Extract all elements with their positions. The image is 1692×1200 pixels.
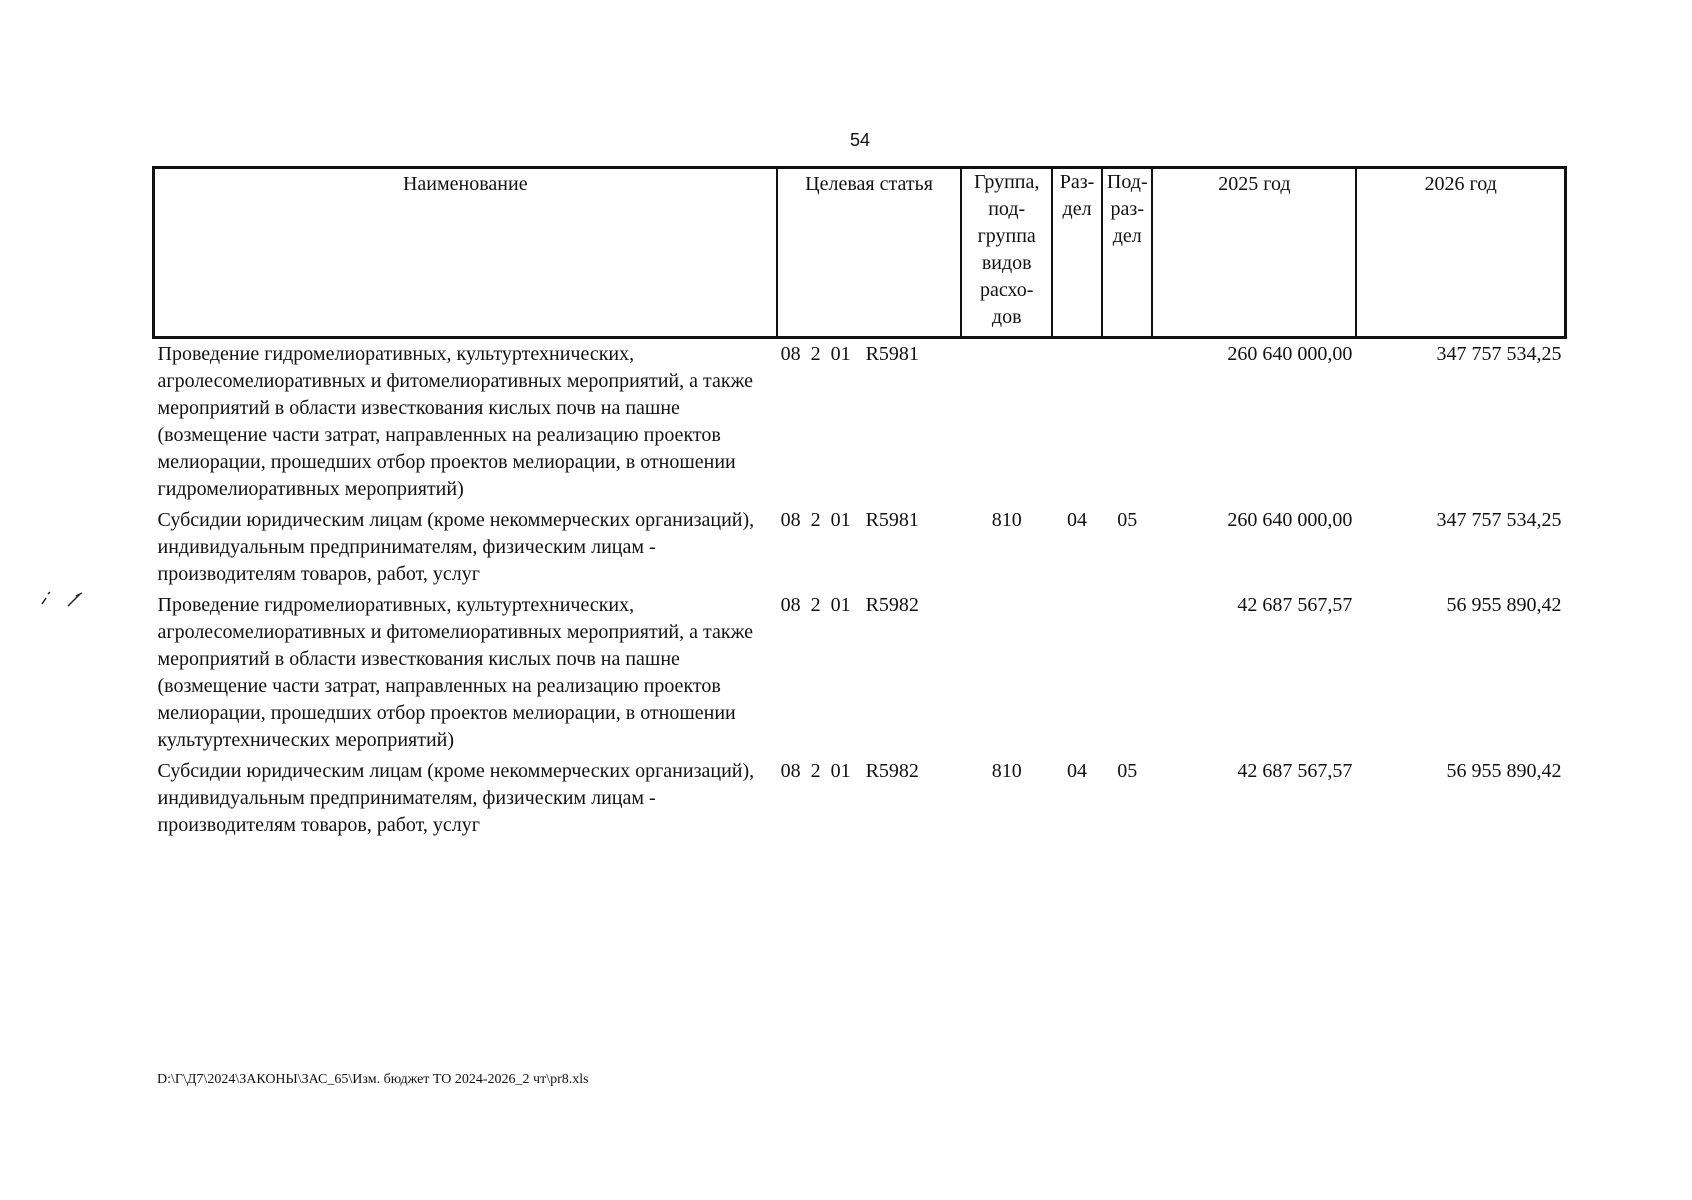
file-path: D:\Г\Д7\2024\ЗАКОНЫ\ЗАС_65\Изм. бюджет ТО 2024-2026_2 чт\pr8.xls bbox=[157, 1072, 589, 1087]
row-amount-2025: 42 687 567,57 bbox=[1237, 760, 1353, 782]
row-amount-2026: 56 955 890,42 bbox=[1446, 760, 1562, 782]
row-target-code: 08 2 01 R5982 bbox=[780, 594, 919, 616]
page-number: 54 bbox=[849, 130, 871, 150]
row-amount-2025: 260 640 000,00 bbox=[1227, 343, 1353, 365]
row-section bbox=[1052, 590, 1102, 756]
table-header bbox=[154, 168, 1566, 338]
row-group bbox=[961, 590, 1051, 756]
margin-pen-mark bbox=[36, 580, 96, 610]
row-name: Проведение гидромелиоративных, культуртехнических, агролесомелиоративных и фитомелиоративных мероприятий, а также мероприятий в области известкования кислых почв на пашне (возмещение части затрат, направленных на реализацию проектов мелиорации, прошедших отбор проектов мелиорации, в отношении культуртехнических мероприятий) bbox=[157, 594, 754, 751]
row-target-code: 08 2 01 R5982 bbox=[780, 760, 919, 782]
table-row bbox=[154, 756, 1566, 841]
row-group: 810 bbox=[991, 509, 1022, 531]
row-amount-2025: 260 640 000,00 bbox=[1227, 509, 1353, 531]
header-subsection: Под- раз- дел bbox=[1102, 168, 1152, 338]
budget-table bbox=[152, 166, 1567, 841]
row-section: 04 bbox=[1067, 760, 1088, 782]
row-subsection bbox=[1102, 338, 1152, 506]
row-name: Субсидии юридическим лицам (кроме некоммерческих организаций), индивидуальным предпринимателям, физическим лицам - производителям товаров, работ, услуг bbox=[157, 509, 755, 585]
row-section: 04 bbox=[1067, 509, 1088, 531]
row-name: Субсидии юридическим лицам (кроме некоммерческих организаций), индивидуальным предпринимателям, физическим лицам - производителям товаров, работ, услуг bbox=[157, 760, 755, 836]
table-row bbox=[154, 590, 1566, 756]
row-subsection: 05 bbox=[1117, 509, 1138, 531]
header-year-2025: 2025 год bbox=[1152, 168, 1356, 338]
row-group: 810 bbox=[991, 760, 1022, 782]
row-name: Проведение гидромелиоративных, культуртехнических, агролесомелиоративных и фитомелиоративных мероприятий, а также мероприятий в области известкования кислых почв на пашне (возмещение части затрат, направленных на реализацию проектов мелиорации, прошедших отбор проектов мелиорации, в отношении гидромелиоративных мероприятий) bbox=[157, 343, 754, 500]
header-target-article: Целевая статья bbox=[777, 168, 962, 338]
table-row bbox=[154, 338, 1566, 506]
header-name: Наименование bbox=[154, 168, 777, 338]
row-target-code: 08 2 01 R5981 bbox=[780, 343, 919, 365]
row-section bbox=[1052, 338, 1102, 506]
row-amount-2026: 56 955 890,42 bbox=[1446, 594, 1562, 616]
table-row bbox=[154, 505, 1566, 590]
row-amount-2025: 42 687 567,57 bbox=[1237, 594, 1353, 616]
row-subsection: 05 bbox=[1117, 760, 1138, 782]
row-group bbox=[961, 338, 1051, 506]
row-amount-2026: 347 757 534,25 bbox=[1436, 343, 1562, 365]
row-amount-2026: 347 757 534,25 bbox=[1436, 509, 1562, 531]
header-year-2026: 2026 год bbox=[1356, 168, 1565, 338]
header-expense-group: Группа, под- группа видов расхо- дов bbox=[961, 168, 1051, 338]
row-subsection bbox=[1102, 590, 1152, 756]
header-section: Раз- дел bbox=[1052, 168, 1102, 338]
row-target-code: 08 2 01 R5981 bbox=[780, 509, 919, 531]
